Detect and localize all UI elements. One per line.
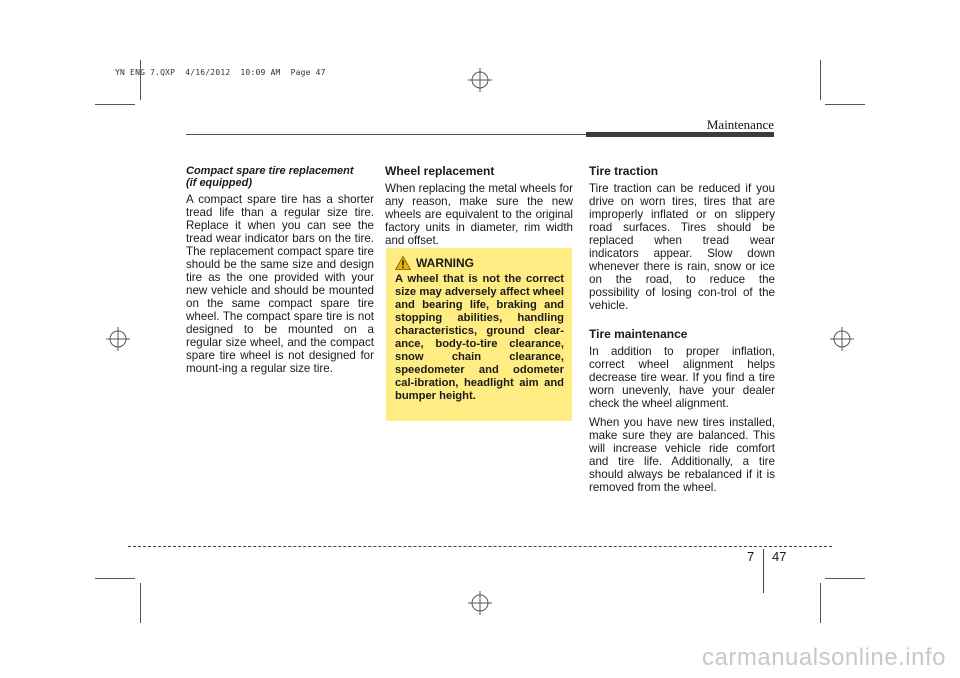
wheel-replacement-body: When replacing the metal wheels for any reason, make sure the new wheels are equivalent to the original factory units in diameter, rim width and offset. bbox=[385, 182, 573, 247]
column-wheel-replacement bbox=[385, 165, 573, 253]
warning-title: WARNING bbox=[416, 256, 474, 270]
header-bar bbox=[586, 132, 774, 137]
tire-maintenance-heading: Tire maintenance bbox=[589, 327, 688, 341]
tire-traction-body: Tire traction can be reduced if you drive on worn tires, tires that are improperly inflated or on slippery road surfaces. Tires should be replaced when tread wear indicators appear. Slow down whenever there is rain, snow or ice on the road, to reduce the possibility of losing con-trol of the vehicle. bbox=[589, 182, 775, 312]
page-number-divider bbox=[763, 549, 764, 593]
warning-body: A wheel that is not the correct size may adversely affect wheel and bearing life, braking and stopping abilities, handling characteristics, ground clear-ance, body-to-tire clearance, snow chain clearance, speedometer and odometer cal-ibration, headlight aim and bumper height. bbox=[395, 273, 564, 402]
registration-mark-bottom bbox=[468, 591, 492, 615]
section-title: Maintenance bbox=[706, 117, 774, 132]
wheel-replacement-heading: Wheel replacement bbox=[385, 164, 495, 178]
column-tire-care bbox=[589, 165, 775, 500]
page-number: 47 bbox=[772, 549, 787, 564]
compact-spare-subheading: Compact spare tire replacement (if equipped) bbox=[186, 165, 354, 189]
chapter-number: 7 bbox=[747, 549, 755, 564]
registration-mark-top bbox=[468, 68, 492, 92]
header-rule bbox=[186, 134, 586, 135]
column-compact-spare bbox=[186, 165, 374, 381]
tire-balancing-body: When you have new tires installed, make sure they are balanced. This will increase vehicle ride comfort and tire life. Additionally, a tire should always be rebalanced if it is removed from the wheel. bbox=[589, 416, 775, 494]
watermark: carmanualsonline.info bbox=[702, 644, 946, 671]
compact-spare-body: A compact spare tire has a shorter tread life than a regular size tire. Replace it when you can see the tread wear indicator bars on the tire. The replacement compact spare tire should be the same size and design tire as the one provided with your new vehicle and should be mounted on the same compact spare tire wheel. The compact spare tire is not designed to be mounted on a regular size wheel, and the compact spare tire wheel is not designed for mount-ing a regular size tire. bbox=[186, 193, 374, 375]
registration-mark-left bbox=[106, 327, 130, 351]
footer-rule bbox=[128, 546, 832, 547]
warning-header bbox=[395, 256, 564, 270]
tire-maintenance-body: In addition to proper inflation, correct wheel alignment helps decrease tire wear. If you find a tire worn unevenly, have your dealer check the wheel alignment. bbox=[589, 345, 775, 410]
tire-traction-heading: Tire traction bbox=[589, 164, 659, 178]
printer-slug: YN ENG 7.QXP 4/16/2012 10:09 AM Page 47 bbox=[115, 68, 326, 77]
registration-mark-right bbox=[830, 327, 854, 351]
warning-triangle-icon bbox=[395, 256, 411, 270]
warning-box bbox=[386, 248, 572, 421]
